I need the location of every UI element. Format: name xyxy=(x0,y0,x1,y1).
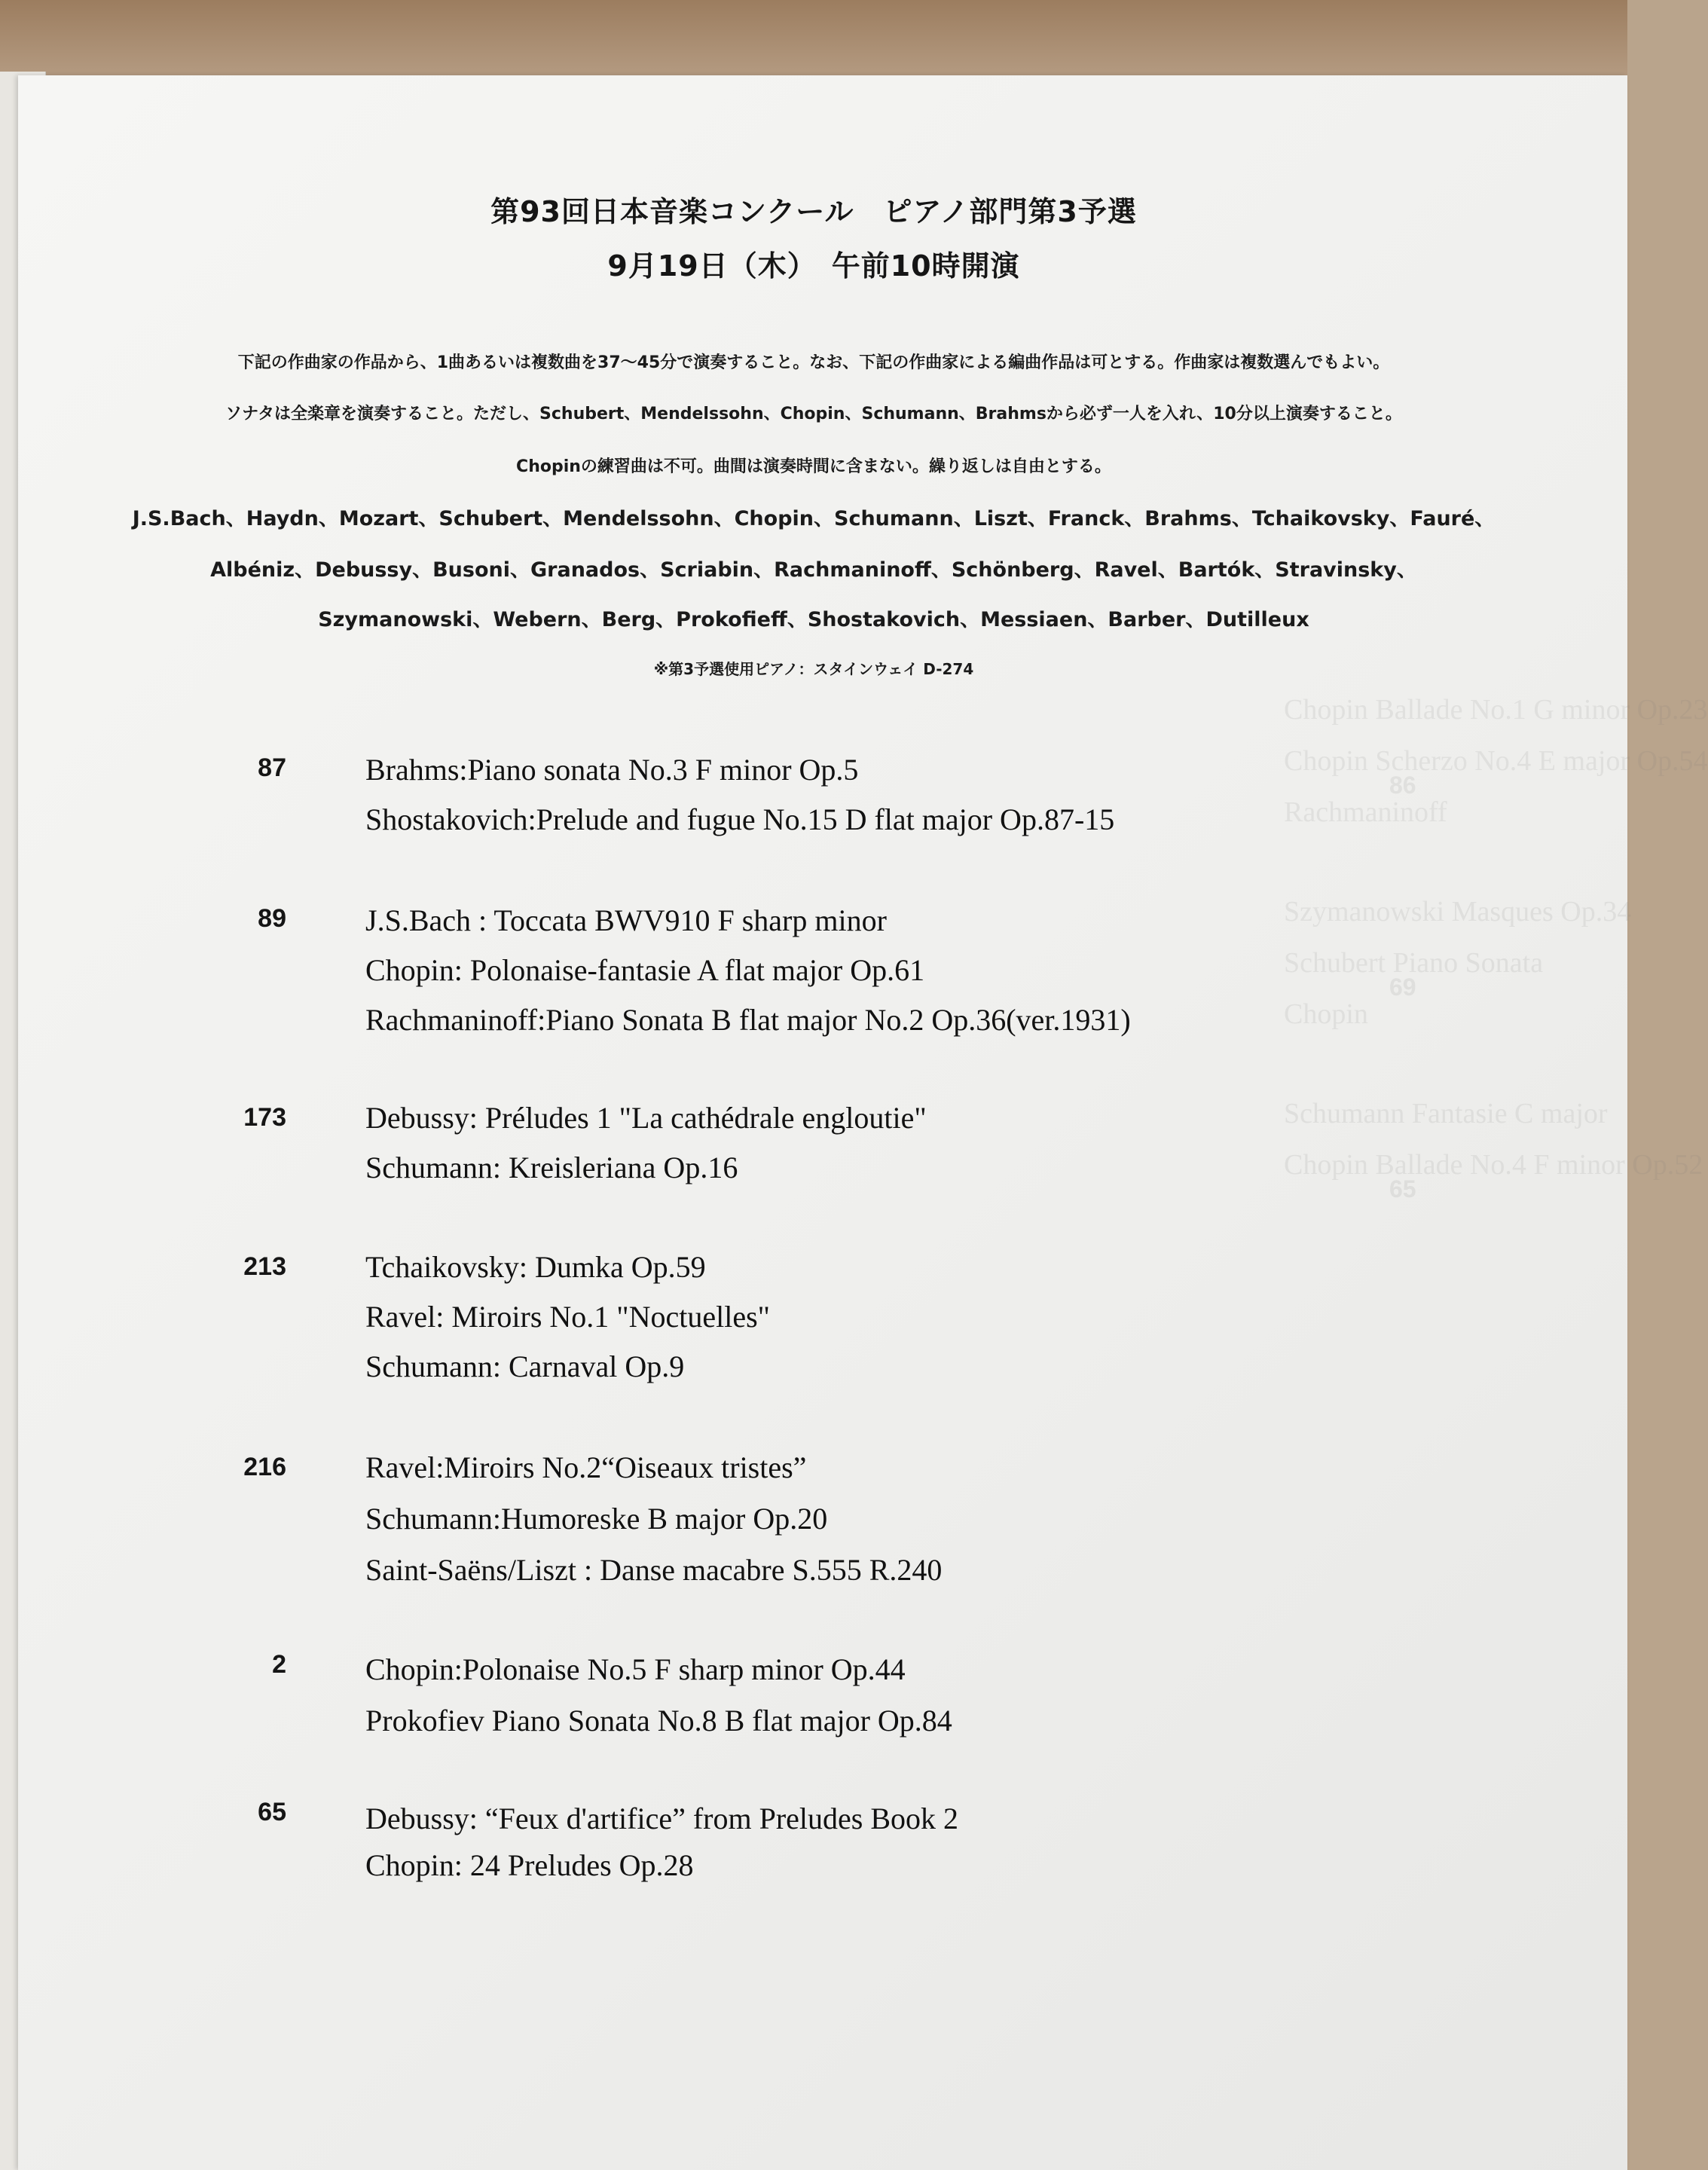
page-title: 第93回日本音楽コンクール ピアノ部門第3予選 xyxy=(490,195,1137,228)
show-through-number: 65 xyxy=(1389,1175,1416,1203)
show-through-number: 69 xyxy=(1389,973,1416,1001)
piece-title: Debussy: Préludes 1 "La cathédrale engloutie" xyxy=(365,1101,927,1135)
piece-title: Brahms:Piano sonata No.3 F minor Op.5 xyxy=(365,753,859,787)
show-through-number: 86 xyxy=(1389,772,1416,799)
piece-title: Chopin: 24 Preludes Op.28 xyxy=(365,1848,694,1882)
rule-text: Chopinの練習曲は不可。曲間は演奏時間に含まない。繰り返しは自由とする。 xyxy=(516,457,1111,476)
entry-number: 87 xyxy=(258,753,286,782)
piece-title: Chopin: Polonaise-fantasie A flat major Op.61 xyxy=(365,953,925,987)
entry-number: 65 xyxy=(258,1798,286,1826)
entry-number: 89 xyxy=(258,904,286,933)
piece-title: Schumann: Kreisleriana Op.16 xyxy=(365,1151,738,1184)
piece-title: Chopin:Polonaise No.5 F sharp minor Op.44 xyxy=(365,1652,906,1686)
rule-text: 下記の作曲家の作品から、1曲あるいは複数曲を37～45分で演奏すること。なお、下記の作曲家による編曲作品は可とする。作曲家は複数選んでもよい。 xyxy=(237,353,1390,372)
rule-text: ソナタは全楽章を演奏すること。ただし、Schubert、Mendelssohn、Chopin、Schumann、Brahmsから必ず一人を入れ、10分以上演奏すること。 xyxy=(225,405,1402,423)
piece-title: Prokofiev Piano Sonata No.8 B flat major Op.84 xyxy=(365,1704,952,1738)
composer-list-line: Szymanowski、Webern、Berg、Prokofieff、Shostakovich、Messiaen、Barber、Dutilleux xyxy=(318,608,1309,631)
piano-note: ※第3予選使用ピアノ：スタインウェイ D-274 xyxy=(653,660,974,678)
composer-list-line: Albéniz、Debussy、Busoni、Granados、Scriabin、Rachmaninoff、Schönberg、Ravel、Bartók、Stravinsky、 xyxy=(210,558,1417,582)
entry-number: 173 xyxy=(243,1103,286,1132)
entry-number: 216 xyxy=(243,1453,286,1481)
show-through-text: Szymanowski Masques Op.34 xyxy=(1284,896,1632,928)
desk-background xyxy=(0,0,1627,83)
composer-list-line: J.S.Bach、Haydn、Mozart、Schubert、Mendelssohn、Chopin、Schumann、Liszt、Franck、Brahms、Tchaikovsky、Fauré、 xyxy=(132,507,1496,530)
piece-title: Ravel:Miroirs No.2“Oiseaux tristes” xyxy=(365,1450,807,1484)
show-through-text: Chopin Ballade No.1 G minor Op.23 xyxy=(1284,694,1708,726)
entry-number: 2 xyxy=(272,1650,286,1679)
show-through-text: Schubert Piano Sonata xyxy=(1284,947,1544,979)
piece-title: Rachmaninoff:Piano Sonata B flat major No.2 Op.36(ver.1931) xyxy=(365,1003,1131,1037)
piece-title: Tchaikovsky: Dumka Op.59 xyxy=(365,1250,706,1284)
show-through-text: Chopin Scherzo No.4 E major Op.54 xyxy=(1284,745,1708,777)
show-through-text: Schumann Fantasie C major xyxy=(1284,1098,1608,1129)
piece-title: Shostakovich:Prelude and fugue No.15 D flat major Op.87-15 xyxy=(365,802,1115,836)
piece-title: J.S.Bach : Toccata BWV910 F sharp minor xyxy=(365,903,887,937)
show-through-text: Chopin Ballade No.4 F minor Op.52 xyxy=(1284,1149,1703,1181)
performance-date: 9月19日（木） 午前10時開演 xyxy=(607,249,1020,283)
show-through-text: Chopin xyxy=(1284,998,1368,1030)
piece-title: Schumann:Humoreske B major Op.20 xyxy=(365,1502,828,1536)
piece-title: Schumann: Carnaval Op.9 xyxy=(365,1349,685,1383)
piece-title: Ravel: Miroirs No.1 "Noctuelles" xyxy=(365,1300,771,1334)
entry-number: 213 xyxy=(243,1252,286,1281)
piece-title: Saint-Saëns/Liszt : Danse macabre S.555 R.240 xyxy=(365,1553,943,1587)
show-through-text: Rachmaninoff xyxy=(1284,796,1447,828)
piece-title: Debussy: “Feux d'artifice” from Preludes Book 2 xyxy=(365,1802,959,1835)
